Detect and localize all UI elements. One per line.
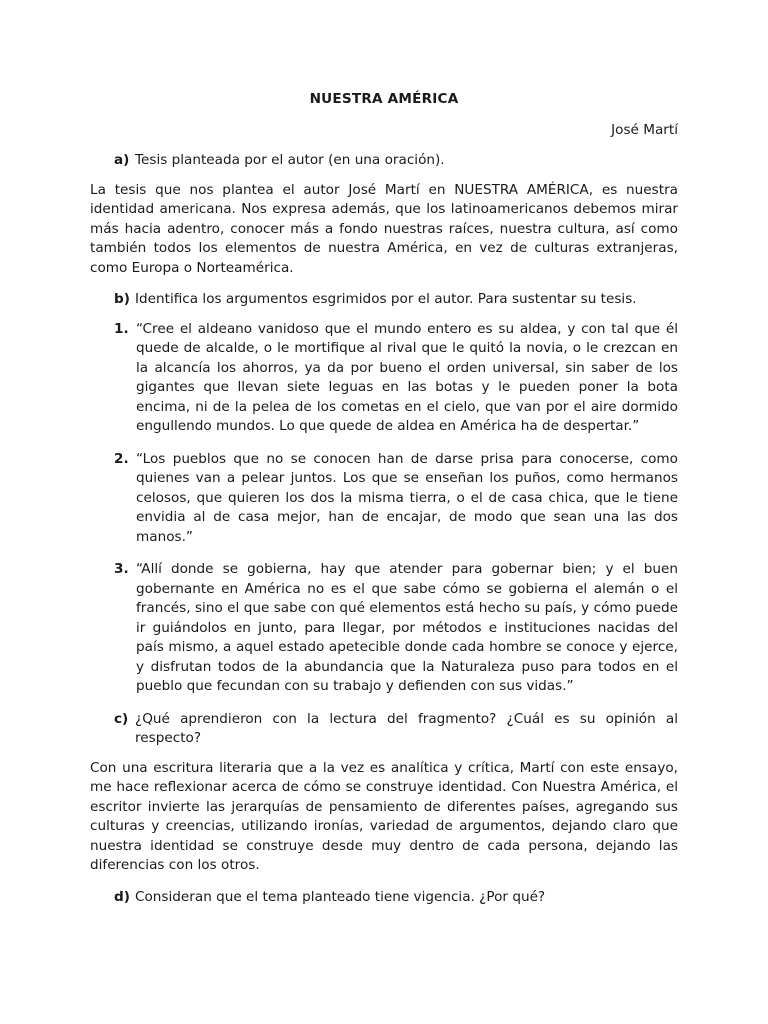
question-c-marker: c) [114,710,129,727]
question-b [90,290,678,310]
question-a [90,151,678,171]
question-b-marker: b) [114,291,130,307]
answer-a-paragraph: La tesis que nos plantea el autor José Martí en NUESTRA AMÉRICA, es nuestra identidad americana. Nos expresa además, que los latinoamericanos debemos mirar más hacia adentro, conocer más a fondo nuestras raíces, nuestra cultura, así como también todos los elementos de nuestra América, en vez de culturas extranjeras, como Europa o Norteamérica. [90,181,678,276]
document-author: José Martí [611,121,678,138]
argument-2-text: “Los pueblos que no se conocen han de darse prisa para conocerse, como quienes van a pelear juntos. Los que se enseñan los puños, como hermanos celosos, que quieren los dos la misma tierra, o el de casa chica, que le tiene envidia al de casa mejor, han de encajar, de modo que sean una las dos manos.” [136,450,678,545]
argument-3-text: “Allí donde se gobierna, hay que atender para gobernar bien; y el buen gobernante en América no es el que sabe cómo se gobierna el alemán o el francés, sino el que sabe con qué elementos está hecho su país, y cómo puede ir guiándolos en junto, para llegar, por métodos e instituciones nacidas del país mismo, a aquel estado apetecible donde cada hombre se conoce y ejerce, y disfrutan todos de la abundancia que la Naturaleza puso para todos en el pueblo que fecundan con su trabajo y defienden con sus vidas.” [136,561,678,694]
question-c [90,710,678,749]
question-a-text: Tesis planteada por el autor (en una oración). [135,152,445,168]
argument-item-2 [90,450,678,548]
question-a-marker: a) [114,152,130,168]
argument-item-3 [90,560,678,697]
question-d-text: Consideran que el tema planteado tiene vigencia. ¿Por qué? [135,888,546,905]
document-title: NUESTRA AMÉRICA [309,91,459,107]
argument-2-marker: 2. [114,450,129,467]
argument-3-marker: 3. [114,561,129,577]
question-d [90,888,678,908]
answer-c-paragraph: Con una escritura literaria que a la vez es analítica y crítica, Martí con este ensayo, me hace reflexionar acerca de cómo se construye identidad. Con Nuestra América, el escritor invierte las jerarquías de pensamiento de diferentes países, agregando sus culturas y creencias, utilizando ironías, variedad de argumentos, dejando claro que nuestra identidad se construye desde muy dentro de cada persona, dejando las diferencias con los otros. [90,759,678,873]
argument-1-marker: 1. [114,320,129,337]
document-page [90,90,678,917]
question-c-text: ¿Qué aprendieron con la lectura del fragmento? ¿Cuál es su opinión al respecto? [135,710,678,746]
argument-1-text: “Cree el aldeano vanidoso que el mundo entero es su aldea, y con tal que él quede de alcalde, o le mortifique al rival que le quitó la novia, o le crezcan en la alcancía los ahorros, ya da por bueno el orden universal, sin saber de los gigantes que llevan siete leguas en las botas y le pueden poner la bota encima, ni de la pelea de los cometas en el cielo, que van por el aire dormido engullendo mundos. Lo que quede de aldea en América ha de despertar.” [136,320,678,434]
question-d-marker: d) [114,888,130,905]
argument-item-1 [90,320,678,437]
question-b-text: Identifica los argumentos esgrimidos por el autor. Para sustentar su tesis. [135,291,637,307]
